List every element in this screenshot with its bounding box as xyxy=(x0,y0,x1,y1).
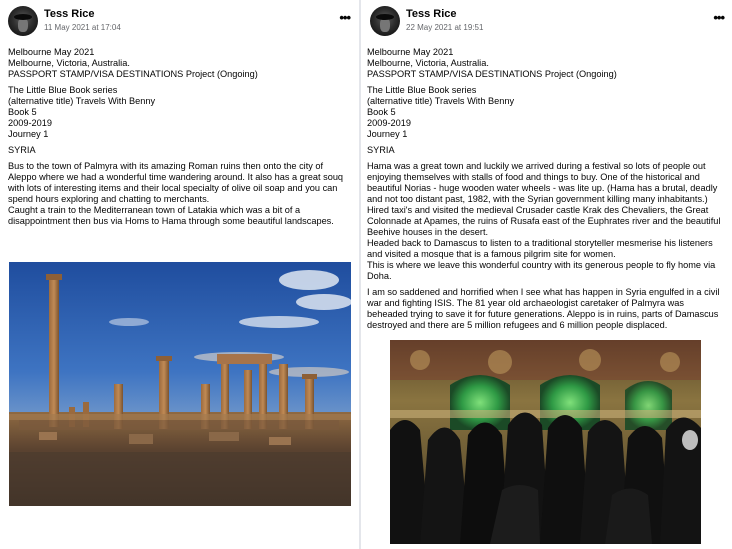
post-divider xyxy=(359,0,361,549)
avatar-face xyxy=(380,18,390,32)
post-paragraph: The Little Blue Book series (alternative title) Travels With Benny Book 5 2009-2019 Journey 1 xyxy=(367,85,515,139)
post-photo-shrine-pilgrims[interactable] xyxy=(390,340,701,544)
post-paragraph: Melbourne May 2021 Melbourne, Victoria, Australia. PASSPORT STAMP/VISA DESTINATIONS Project (Ongoing) xyxy=(8,47,258,79)
avatar-face xyxy=(18,18,28,32)
palmyra-ruins-image xyxy=(9,262,351,506)
post-paragraph: SYRIA xyxy=(8,145,36,155)
post-timestamp[interactable]: 22 May 2021 at 19:51 xyxy=(406,23,484,32)
post-paragraph: The Little Blue Book series (alternative title) Travels With Benny Book 5 2009-2019 Journey 1 xyxy=(8,85,156,139)
post-photo-palmyra-ruins[interactable] xyxy=(9,262,351,506)
post-timestamp[interactable]: 11 May 2021 at 17:04 xyxy=(44,23,121,32)
avatar[interactable] xyxy=(370,6,400,36)
post-card xyxy=(362,0,732,549)
post-paragraph: Hama was a great town and luckily we arrived during a festival so lots of people out enjoying themselves with stalls of food and things to buy. One of the historical and beautiful Norias - huge wooden water wheels - was lite up. (Hama has a brutal, deadly and not too distant past, 1982, with the Syrian government killing many inhabitants.) Hired taxi's and visited the medieval Crusader castle Krak des Chevaliers, the Great Colonnade at Apames, the ruins of Rusafa east of the Euphrates river and the beautiful Beehive houses in the desert. Headed back to Damascus to listen to a traditional storyteller mesmerise his listeners and visited a mosque that is a famous pilgrim site for women. This is where we leave this wonderful country with its generous people to fly home via Doha. xyxy=(367,161,721,281)
post-header xyxy=(8,6,350,38)
post-header xyxy=(370,6,724,38)
post-body xyxy=(367,47,726,336)
post-paragraph: Melbourne May 2021 Melbourne, Victoria, Australia. PASSPORT STAMP/VISA DESTINATIONS Project (Ongoing) xyxy=(367,47,617,79)
shrine-pilgrims-image xyxy=(390,340,701,544)
more-options-icon[interactable]: ••• xyxy=(339,10,350,25)
author-name[interactable]: Tess Rice xyxy=(44,8,95,20)
post-card xyxy=(0,0,358,549)
avatar[interactable] xyxy=(8,6,38,36)
avatar-hat xyxy=(376,14,394,20)
author-name[interactable]: Tess Rice xyxy=(406,8,457,20)
post-paragraph: I am so saddened and horrified when I see what has happen in Syria engulfed in a civil war and fighting ISIS. The 81 year old archaeologist caretaker of Palmyra was beheaded trying to save it for future generations. Aleppo is in ruins, parts of Damascus destroyed and there are 5 million refugees and 6 million people displaced. xyxy=(367,287,720,330)
avatar-hat xyxy=(14,14,32,20)
post-paragraph: SYRIA xyxy=(367,145,395,155)
more-options-icon[interactable]: ••• xyxy=(713,10,724,25)
post-paragraph: Bus to the town of Palmyra with its amazing Roman ruins then onto the city of Aleppo where we had a wonderful time wandering around. It also has a great souq with lots of interesting items and their local specialty of olive oil soap and you can spend hours exploring and chatting to merchants. Caught a train to the Mediterranean town of Latakia which was a bit of a disappointment then bus via Homs to Hama through some beautiful landscapes. xyxy=(8,161,344,226)
post-body xyxy=(8,47,348,232)
